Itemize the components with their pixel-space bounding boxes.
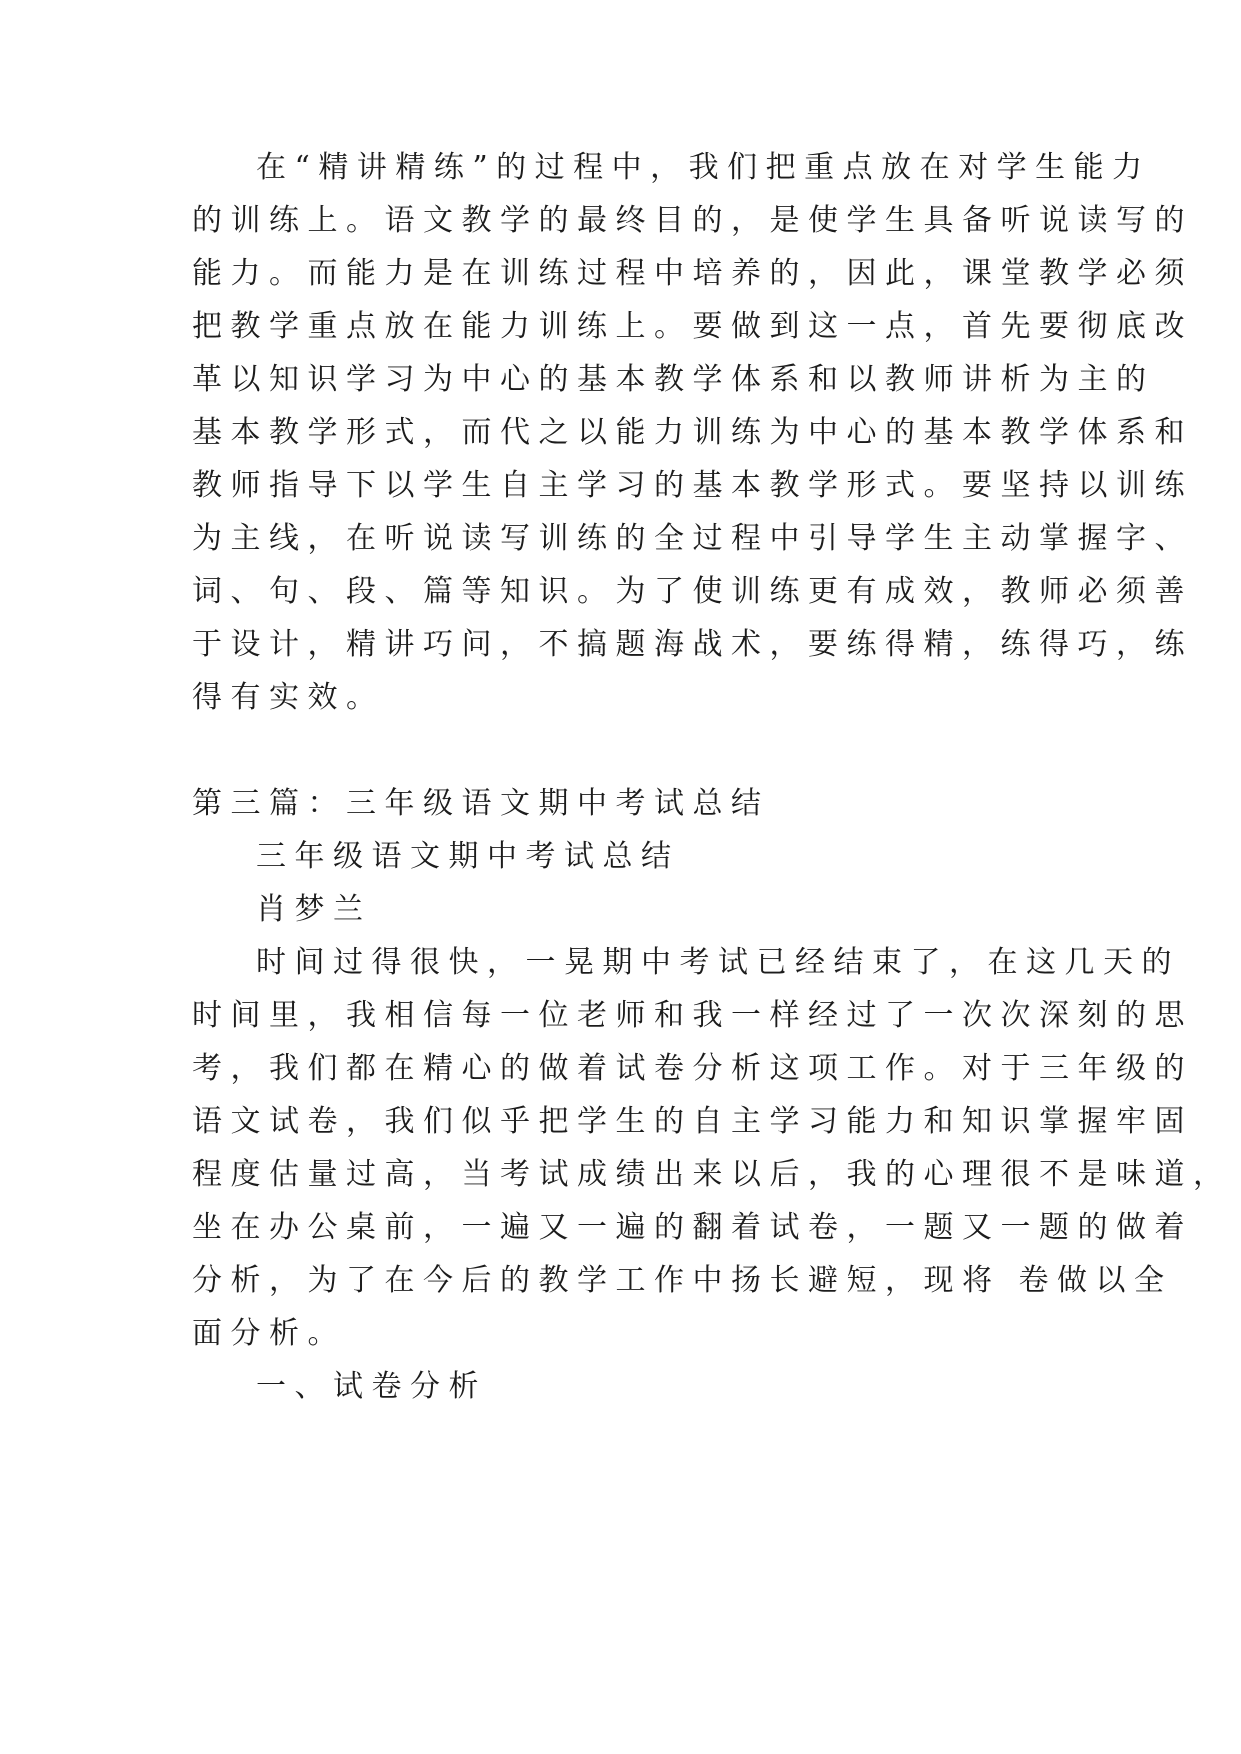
paragraph-2-line-2: 时间里，我相信每一位老师和我一样经过了一次次深刻的思 — [192, 998, 1193, 1033]
article-title: 三年级语文期中考试总结 — [256, 839, 680, 874]
section-heading: 第三篇：三年级语文期中考试总结 — [192, 786, 770, 821]
paragraph-2-line-5: 程度估量过高，当考试成绩出来以后，我的心理很不是味道， — [192, 1157, 1232, 1192]
paragraph-1-line-4: 把教学重点放在能力训练上。要做到这一点，首先要彻底改 — [192, 309, 1193, 344]
paragraph-2-line-6: 坐在办公桌前，一遍又一遍的翻着试卷，一题又一题的做着 — [192, 1210, 1193, 1245]
paragraph-2-line-3: 考，我们都在精心的做着试卷分析这项工作。对于三年级的 — [192, 1051, 1193, 1086]
paragraph-1-line-7: 教师指导下以学生自主学习的基本教学形式。要坚持以训练 — [192, 468, 1193, 503]
paragraph-1-line-6: 基本教学形式，而代之以能力训练为中心的基本教学体系和 — [192, 415, 1193, 450]
paragraph-2-line-8: 面分析。 — [192, 1316, 346, 1351]
paragraph-1-line-3: 能力。而能力是在训练过程中培养的，因此，课堂教学必须 — [192, 256, 1193, 291]
paragraph-1-line-2: 的训练上。语文教学的最终目的，是使学生具备听说读写的 — [192, 203, 1193, 238]
paragraph-1-line-9: 词、句、段、篇等知识。为了使训练更有成效，教师必须善 — [192, 574, 1193, 609]
paragraph-2-line-1: 时间过得很快，一晃期中考试已经结束了，在这几天的 — [256, 945, 1180, 980]
paragraph-1-line-8: 为主线，在听说读写训练的全过程中引导学生主动掌握字、 — [192, 521, 1193, 556]
paragraph-1-line-11: 得有实效。 — [192, 680, 385, 715]
subheading: 一、试卷分析 — [256, 1369, 487, 1404]
paragraph-2-line-7: 分析，为了在今后的教学工作中扬长避短，现将 卷做以全 — [192, 1263, 1173, 1298]
author-name: 肖梦兰 — [256, 892, 372, 927]
paragraph-1-line-1: 在“精讲精练”的过程中，我们把重点放在对学生能力 — [256, 150, 1151, 185]
paragraph-1-line-10: 于设计，精讲巧问，不搞题海战术，要练得精，练得巧，练 — [192, 627, 1193, 662]
paragraph-2-line-4: 语文试卷，我们似乎把学生的自主学习能力和知识掌握牢固 — [192, 1104, 1193, 1139]
paragraph-1-line-5: 革以知识学习为中心的基本教学体系和以教师讲析为主的 — [192, 362, 1155, 397]
